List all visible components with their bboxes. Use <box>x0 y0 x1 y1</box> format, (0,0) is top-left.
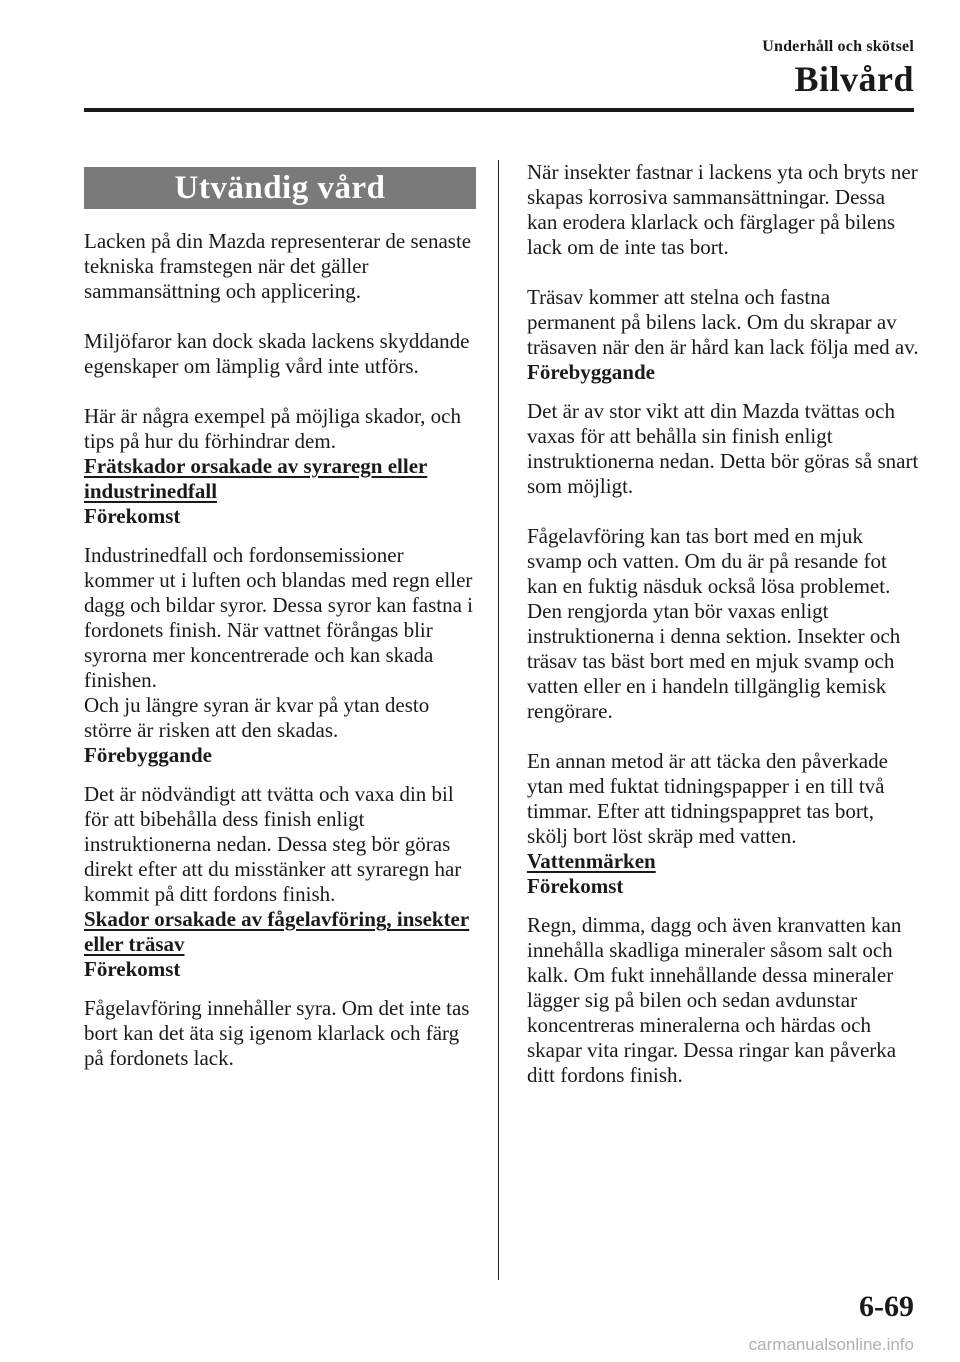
left-column <box>84 160 476 1071</box>
right-column <box>527 160 919 1088</box>
tree-sap-paragraph: Träsav kommer att stelna och fastna permanent på bilens lack. Om du skrapar av träsaven när den är hård kan lack följa med av. <box>527 285 919 359</box>
acid-rain-heading: Frätskador orsakade av syraregn eller industrinedfall <box>84 454 428 503</box>
page-title: Bilvård <box>794 59 914 99</box>
removal-paragraph: Fågelavföring kan tas bort med en mjuk svamp och vatten. Om du är på resande fot kan en fuktig näsduk också lösa problemet. Den rengjorda ytan bör vaxas enligt instruktionerna i denna sektion. Insekter och träsav tas bäst bort med en mjuk svamp och vatten eller en i handeln tillgänglig kemisk rengörare. <box>527 524 901 723</box>
section-title-box: Utvändig vård <box>84 167 476 209</box>
water-spots-heading: Vattenmärken <box>527 849 656 873</box>
bird-droppings-heading: Skador orsakade av fågelavföring, insekter eller träsav <box>84 907 470 956</box>
acid-rain-prevention-text: Det är nödvändigt att tvätta och vaxa din bil för att bibehålla dess finish enligt instruktionerna nedan. Dessa steg bör göras direkt efter att du misstänker att syraregn har kommit på ditt fordons finish. <box>84 782 462 906</box>
bird-droppings-prevention-text: Det är av stor vikt att din Mazda tvättas och vaxas för att behålla sin finish enligt instruktionerna nedan. Detta bör göras så snart som möjligt. <box>527 399 919 498</box>
page-header <box>762 38 914 100</box>
insects-paragraph: När insekter fastnar i lackens yta och bryts ner skapas korrosiva sammansättningar. Dessa kan erodera klarlack och färglager på bilens lack om de inte tas bort. <box>527 160 918 259</box>
bird-droppings-prevention-label: Förebyggande <box>527 360 655 384</box>
acid-rain-occurrence-text: Industrinedfall och fordonsemissioner kommer ut i luften och blandas med regn eller dagg och bildar syror. Dessa syror kan fastna i fordonets finish. När vattnet förångas blir syrorna mer koncentrerade och kan skada finishen. <box>84 543 473 692</box>
water-spots-occurrence-text: Regn, dimma, dagg och även kranvatten kan innehålla skadliga mineraler såsom salt och kalk. Om fukt innehållande dessa mineraler lägger sig på bilen och sedan avdunstar koncentreras mineralerna och härdas och skapar vita ringar. Dessa ringar kan påverka ditt fordons finish. <box>527 913 902 1087</box>
acid-rain-prevention-label: Förebyggande <box>84 743 212 767</box>
water-spots-occurrence-label: Förekomst <box>527 874 624 898</box>
watermark: carmanualsonline.info <box>748 1335 914 1354</box>
section-label: Underhåll och skötsel <box>762 38 914 55</box>
acid-rain-occurrence-text-2: Och ju längre syran är kvar på ytan desto större är risken att den skadas. <box>84 693 430 742</box>
column-divider <box>498 160 499 1280</box>
bird-droppings-occurrence-text: Fågelavföring innehåller syra. Om det inte tas bort kan det äta sig igenom klarlack och färg på fordonets lack. <box>84 996 470 1070</box>
acid-rain-occurrence-label: Förekomst <box>84 504 181 528</box>
intro-paragraph-2: Miljöfaror kan dock skada lackens skyddande egenskaper om lämplig vård inte utförs. <box>84 329 470 378</box>
newspaper-method-paragraph: En annan metod är att täcka den påverkade ytan med fuktat tidningspapper i en till två timmar. Efter att tidningspappret tas bort, skölj bort löst skräp med vatten. <box>527 749 888 848</box>
header-rule <box>84 108 914 112</box>
page-number: 6-69 <box>859 1290 914 1323</box>
intro-paragraph-1: Lacken på din Mazda representerar de senaste tekniska framstegen när det gäller sammansättning och applicering. <box>84 229 472 303</box>
bird-droppings-occurrence-label: Förekomst <box>84 957 181 981</box>
intro-paragraph-3: Här är några exempel på möjliga skador, och tips på hur du förhindrar dem. <box>84 404 462 453</box>
